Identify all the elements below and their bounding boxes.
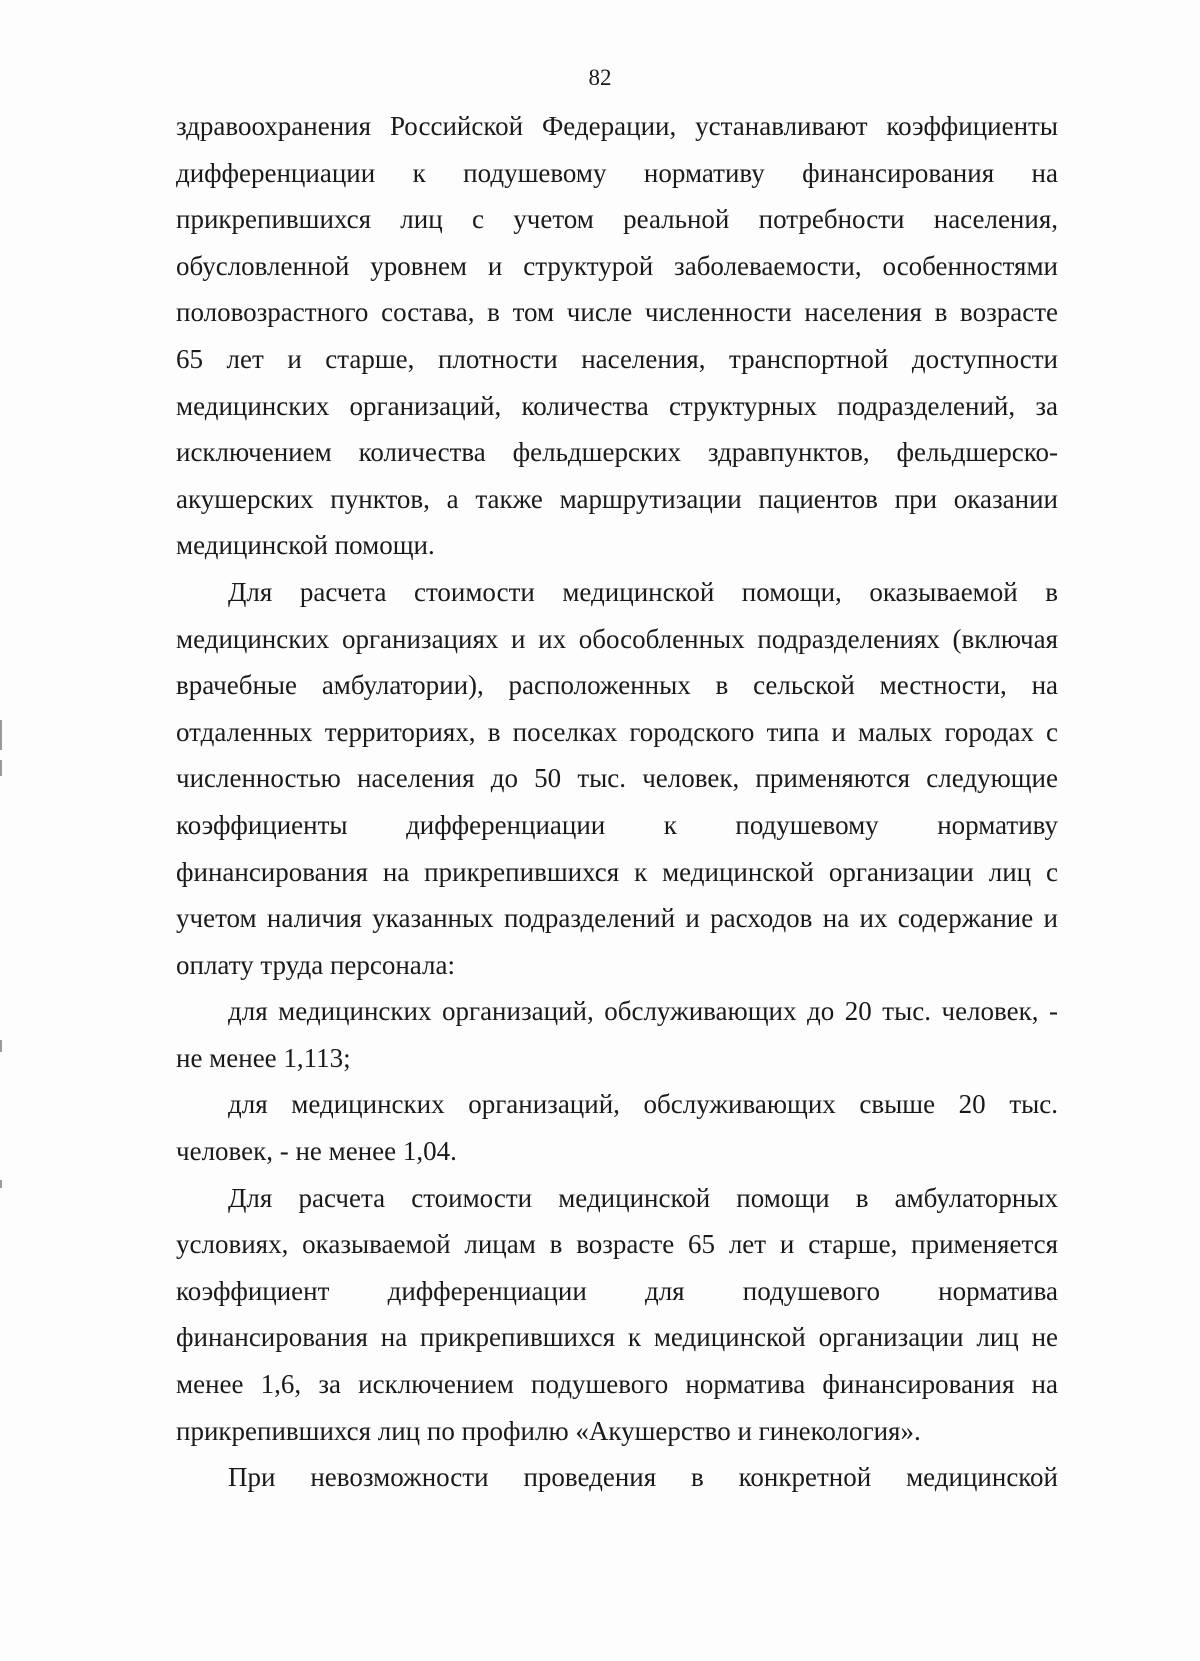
scan-mark <box>0 1040 2 1052</box>
text-line: человек, - не менее 1,04. <box>176 1136 457 1167</box>
text-line: для медицинских организаций, обслуживающих до 20 тыс. человек, - <box>228 996 1058 1027</box>
paragraph <box>176 103 1058 569</box>
text-line: Для расчета стоимости медицинской помощи, оказываемой в <box>228 576 1058 607</box>
text-line: прикрепившихся лиц по профилю «Акушерство и гинекология». <box>176 1415 921 1446</box>
page-number: 82 <box>588 65 612 90</box>
text-line: прикрепившихся лиц с учетом реальной потребности населения, <box>176 204 1058 235</box>
document-body <box>176 103 1058 1501</box>
text-line: учетом наличия указанных подразделений и расходов на их содержание и <box>176 903 1058 934</box>
text-line: для медицинских организаций, обслуживающих свыше 20 тыс. <box>228 1089 1058 1120</box>
text-line: оплату труда персонала: <box>176 949 455 980</box>
text-line: финансирования на прикрепившихся к медицинской организации лиц не <box>176 1322 1058 1353</box>
text-line: медицинских организациях и их обособленных подразделениях (включая <box>176 623 1058 654</box>
text-line: исключением количества фельдшерских здравпунктов, фельдшерско- <box>176 437 1058 468</box>
paragraph <box>176 1175 1058 1455</box>
text-line: не менее 1,113; <box>176 1042 351 1073</box>
text-line: половозрастного состава, в том числе численности населения в возрасте <box>176 297 1058 328</box>
text-line: обусловленной уровнем и структурой заболеваемости, особенностями <box>176 250 1058 281</box>
text-line: Для расчета стоимости медицинской помощи в амбулаторных <box>228 1182 1058 1213</box>
text-line: коэффициент дифференциации для подушевого норматива <box>176 1275 1058 1306</box>
text-line: численностью населения до 50 тыс. человек, применяются следующие <box>176 763 1058 794</box>
paragraph <box>176 569 1058 988</box>
text-line: менее 1,6, за исключением подушевого норматива финансирования на <box>176 1369 1058 1400</box>
scan-mark <box>0 760 2 776</box>
text-line: финансирования на прикрепившихся к медицинской организации лиц с <box>176 856 1058 887</box>
scan-mark <box>0 1180 2 1188</box>
text-line: здравоохранения Российской Федерации, устанавливают коэффициенты <box>176 111 1058 141</box>
text-line: врачебные амбулатории), расположенных в сельской местности, на <box>176 670 1058 701</box>
text-line: отдаленных территориях, в поселках городского типа и малых городах с <box>176 716 1058 747</box>
text-line: дифференциации к подушевому нормативу финансирования на <box>176 157 1058 188</box>
text-line: медицинских организаций, количества структурных подразделений, за <box>176 390 1058 421</box>
text-line: акушерских пунктов, а также маршрутизации пациентов при оказании <box>176 483 1058 514</box>
text-line: условиях, оказываемой лицам в возрасте 65 лет и старше, применяется <box>176 1229 1058 1260</box>
text-line: При невозможности проведения в конкретной медицинской <box>228 1462 1058 1493</box>
paragraph <box>176 988 1058 1081</box>
text-line: медицинской помощи. <box>176 530 435 561</box>
text-line: 65 лет и старше, плотности населения, транспортной доступности <box>176 343 1058 374</box>
scan-mark <box>0 720 2 750</box>
paragraph <box>176 1454 1058 1501</box>
text-line: коэффициенты дифференциации к подушевому нормативу <box>176 809 1058 840</box>
paragraph <box>176 1081 1058 1174</box>
